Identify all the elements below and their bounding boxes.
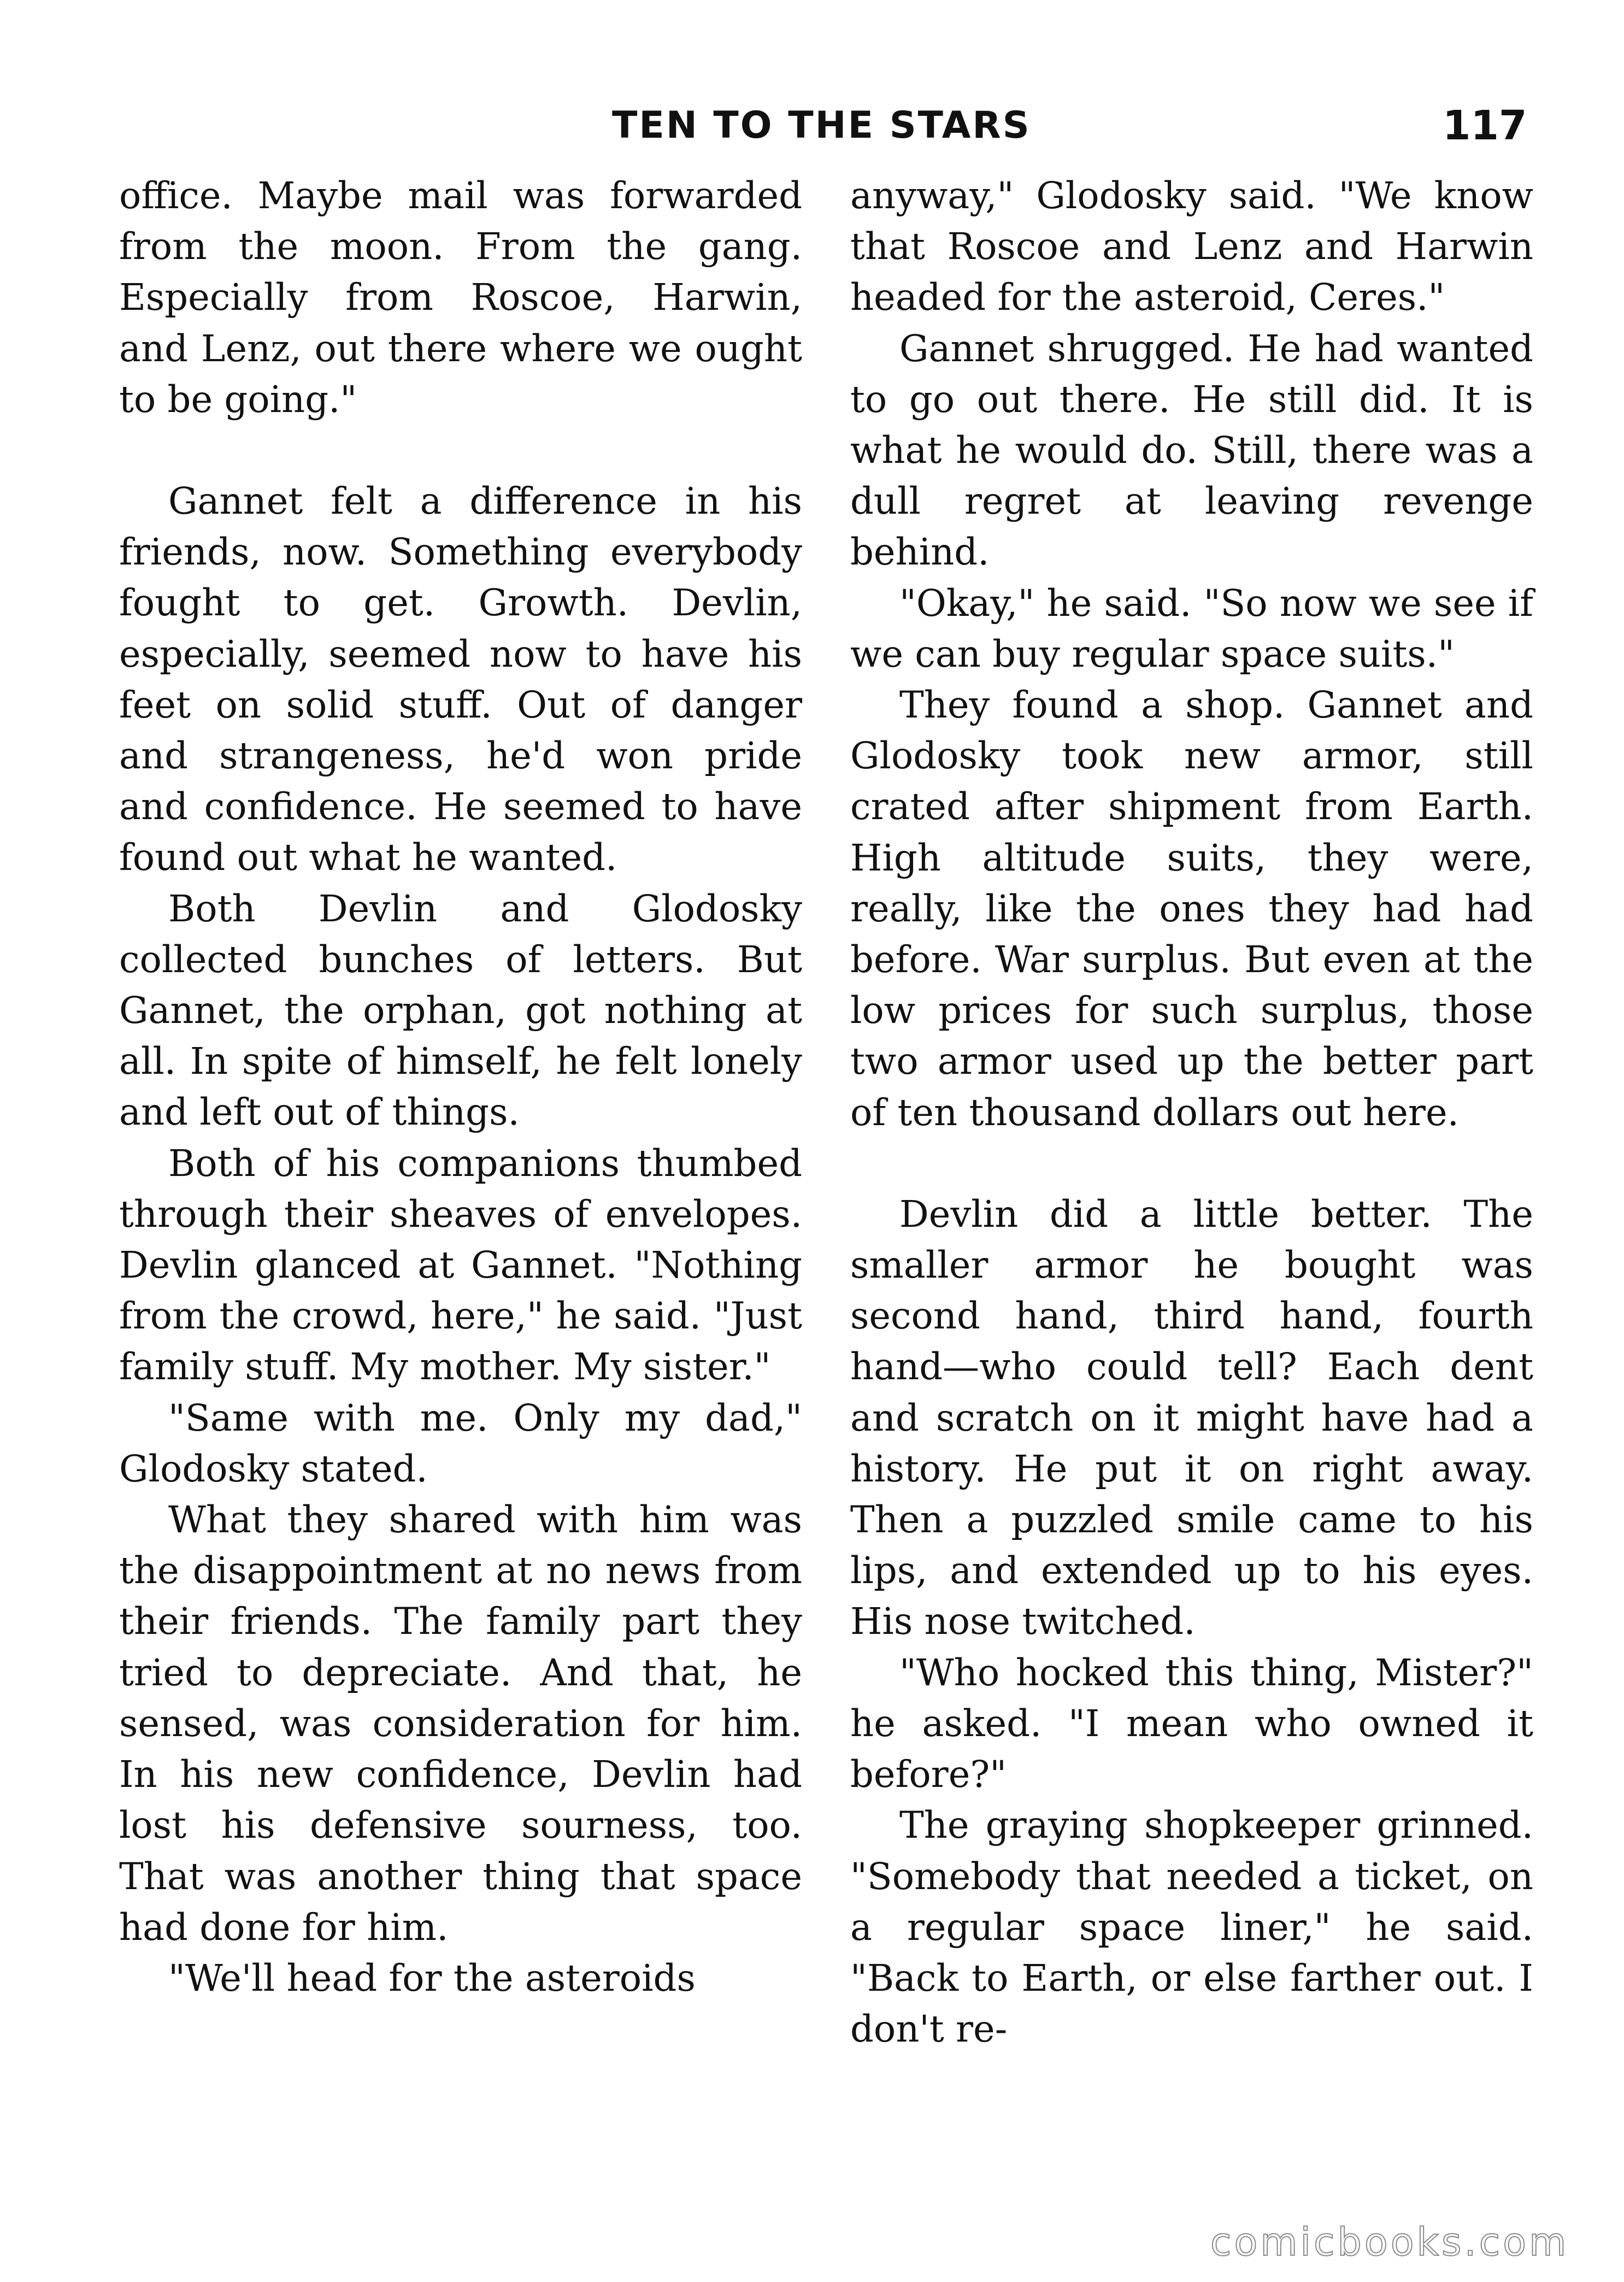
paragraph: Both of his companions thumbed through their sheaves of envelopes. Devlin glanced at Gannet. "Nothing from the crowd, here," he said. "Just family stuff. My mother. My sister."	[119, 1142, 802, 1389]
paragraph: Gannet felt a difference in his friends, now. Something everybody fought to get. Growth. Devlin, especially, seemed now to have his feet on solid stuff. Out of danger and strangeness, he'd won pride and confidence. He seemed to have found out what he wanted.	[119, 480, 802, 879]
paragraph: The graying shopkeeper grinned. "Somebody that needed a ticket, on a regular space liner," he said. "Back to Earth, or else farther out. I don't re-	[850, 1804, 1533, 2051]
paragraph: "Okay," he said. "So now we see if we can buy regular space suits."	[850, 581, 1533, 675]
paragraph: "Same with me. Only my dad," Glodosky stated.	[119, 1396, 802, 1490]
paragraph: Both Devlin and Glodosky collected bunches of letters. But Gannet, the orphan, got nothing at all. In spite of himself, he felt lonely and left out of things.	[119, 887, 802, 1134]
running-head: TEN TO THE STARS	[612, 104, 1031, 147]
page-header	[0, 101, 1624, 150]
page-number: 117	[1443, 102, 1527, 149]
left-column	[119, 170, 802, 2004]
paragraph: Devlin did a little better. The smaller armor he bought was second hand, third hand, fourth hand—who could tell? Each dent and scratch on it might have had a history. He put it on right away. Then a puzzled smile came to his lips, and extended up to his eyes. His nose twitched.	[850, 1192, 1533, 1643]
paragraph: "We'll head for the asteroids	[168, 1956, 696, 1999]
paragraph: They found a shop. Gannet and Glodosky took new armor, still crated after shipment from Earth. High altitude suits, they were, really, like the ones they had had before. War surplus. But even at the low prices for such surplus, those two armor used up the better part of ten thousand dollars out here.	[850, 684, 1533, 1134]
paragraph: Gannet shrugged. He had wanted to go out there. He still did. It is what he would do. Still, there was a dull regret at leaving revenge behind.	[850, 327, 1533, 574]
paragraph: What they shared with him was the disappointment at no news from their friends. The family part they tried to depreciate. And that, he sensed, was consideration for him. In his new confidence, Devlin had lost his defensive sourness, too. That was another thing that space had done for him.	[119, 1498, 802, 1949]
watermark: comicbooks.com	[1210, 2220, 1569, 2265]
paragraph: "Who hocked this thing, Mister?" he asked. "I mean who owned it before?"	[850, 1651, 1533, 1796]
paragraph: anyway," Glodosky said. "We know that Roscoe and Lenz and Harwin headed for the asteroid, Ceres."	[850, 174, 1533, 319]
right-column	[850, 170, 1533, 2055]
paragraph: office. Maybe mail was forwarded from the moon. From the gang. Especially from Roscoe, Harwin, and Lenz, out there where we ought to be going."	[119, 174, 802, 421]
